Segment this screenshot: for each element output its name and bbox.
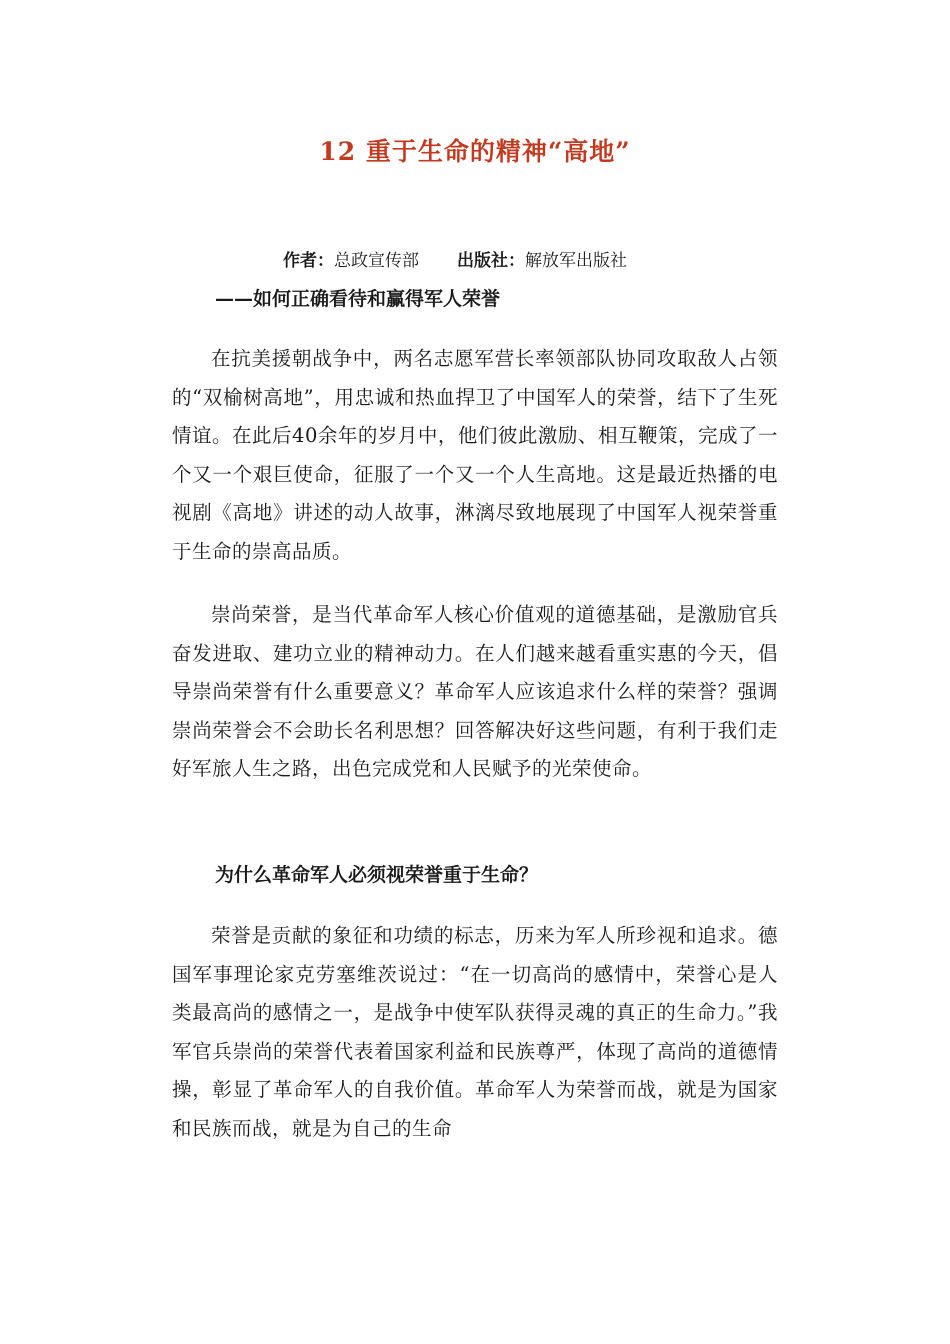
author-label: 作者： [283, 251, 334, 271]
paragraph-2: 崇尚荣誉，是当代革命军人核心价值观的道德基础，是激励官兵奋发进取、建功立业的精神动力。在人们越来越看重实惠的今天，倡导崇尚荣誉有什么重要意义？革命军人应该追求什么样的荣誉？强调崇尚荣誉会不会助长名利思想？回答解决好这些问题，有利于我们走好军旅人生之路，出色完成党和人民赋予的光荣使命。 [172, 603, 778, 780]
paragraph-1: 在抗美援朝战争中，两名志愿军营长率领部队协同攻取敌人占领的“双榆树高地”，用忠诚和热血捍卫了中国军人的荣誉，结下了生死情谊。在此后40余年的岁月中，他们彼此激励、相互鞭策，完成了一个又一个艰巨使命，征服了一个又一个人生高地。这是最近热播的电视剧《高地》讲述的动人故事，淋漓尽致地展现了中国军人视荣誉重于生命的崇高品质。 [172, 347, 778, 563]
document-meta [283, 246, 627, 271]
document-title: 12 重于生命的精神“高地” [319, 137, 631, 166]
publisher-label: 出版社： [457, 251, 525, 271]
document-subtitle: ——如何正确看待和赢得军人荣誉 [215, 288, 501, 310]
publisher-name: 解放军出版社 [525, 251, 627, 271]
author-name: 总政宣传部 [334, 251, 419, 271]
section-heading: 为什么革命军人必须视荣誉重于生命？ [215, 864, 539, 886]
section-paragraph: 荣誉是贡献的象征和功绩的标志，历来为军人所珍视和追求。德国军事理论家克劳塞维茨说过：“在一切高尚的感情中，荣誉心是人类最高尚的感情之一，是战争中使军队获得灵魂的真正的生命力。”我军官兵崇尚的荣誉代表着国家利益和民族尊严，体现了高尚的道德情操，彰显了革命军人的自我价值。革命军人为荣誉而战，就是为国家和民族而战，就是为自己的生命 [172, 924, 778, 1140]
